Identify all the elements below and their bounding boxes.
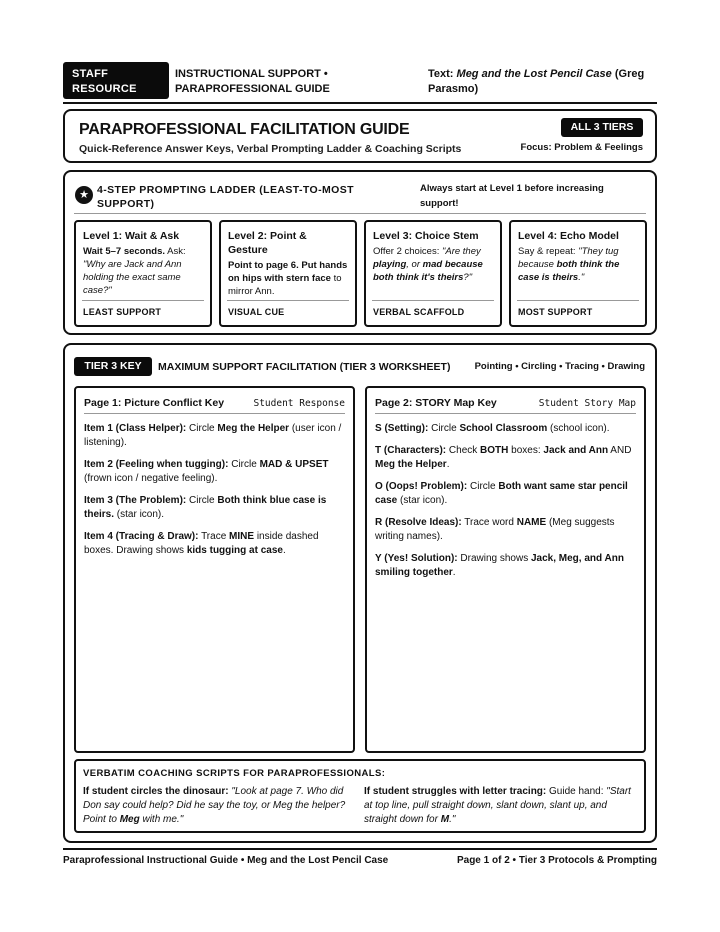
level-body [228, 259, 348, 298]
level-title: Level 3: Choice Stem [373, 230, 479, 242]
level-italic-text: "Are they [442, 246, 481, 257]
tiers-badge: ALL 3 TIERS [561, 118, 643, 137]
answer-text: Trace word [461, 517, 517, 528]
answer-bold: Meg the Helper [375, 459, 447, 470]
header-category-line1: INSTRUCTIONAL SUPPORT • [175, 68, 328, 80]
answer-label: O (Oops! Problem): [375, 481, 468, 492]
page1-key-header [84, 396, 345, 414]
answer-bold: MINE [229, 531, 255, 542]
ladder-divider [74, 213, 646, 214]
script-italic: "Look at page 7. Who did Don say could help? Did he say the toy, or Meg the helper? Point to [83, 786, 346, 825]
answer-label: R (Resolve Ideas): [375, 517, 462, 528]
level-plain-text: Offer 2 choices: [373, 246, 442, 257]
answer-bold: Both want same star pencil case [375, 481, 628, 506]
answer-text: AND [608, 445, 632, 456]
level-title: Level 4: Echo Model [518, 230, 619, 242]
script-letter-tracing [364, 785, 640, 827]
answer-text: . [282, 545, 286, 556]
answer-bold: Meg the Helper [217, 423, 290, 434]
script-italic: "Start at top line, pull straight down, slant down, slant up, and straight down for [364, 786, 631, 825]
answer-text: Trace [198, 531, 230, 542]
staff-tag-line1: STAFF [72, 68, 109, 80]
level-divider [517, 300, 639, 301]
header-text-source [428, 67, 658, 97]
answer-label: Item 3 (The Problem): [84, 495, 187, 506]
answer-label: T (Characters): [375, 445, 447, 456]
script-italic: ." [449, 814, 456, 825]
title-panel [63, 109, 657, 163]
header-divider [63, 102, 657, 104]
level-plain-text: to mirror Ann. [228, 273, 342, 297]
text-label: Text: [428, 68, 457, 80]
script-label: If student struggles with letter tracing: [364, 786, 547, 797]
level-bold-italic-text: mad because both think it's theirs [373, 259, 483, 283]
script-italic: with me." [139, 814, 184, 825]
answer-bold: MAD & UPSET [259, 459, 329, 470]
page1-key-title: Page 1: Picture Conflict Key [84, 397, 225, 409]
level-divider [372, 300, 494, 301]
answer-text: inside dashed boxes. Drawing shows [84, 531, 319, 556]
level-italic-text: "Why are Jack and Ann holding the exact same case?" [83, 259, 182, 296]
page-subtitle: Quick-Reference Answer Keys, Verbal Prompting Ladder & Coaching Scripts [79, 143, 462, 155]
answer-item [375, 516, 636, 544]
level-italic-text: ?" [463, 272, 473, 283]
script-bold-italic: Meg [119, 814, 140, 825]
level-card-4 [509, 220, 647, 327]
answer-bold: NAME [516, 517, 547, 528]
answer-label: Item 1 (Class Helper): [84, 423, 187, 434]
level-bold-italic-text: playing [373, 259, 407, 270]
page1-key-card [74, 386, 355, 753]
tier3-actions: Pointing • Circling • Tracing • Drawing [474, 361, 645, 372]
answer-text: (school icon). [547, 423, 610, 434]
staff-resource-tag [63, 62, 169, 99]
answer-text: Circle [228, 459, 260, 470]
answer-text: Circle [428, 423, 460, 434]
level-title: Level 2: Point & Gesture [228, 230, 307, 256]
answer-text: Circle [467, 481, 499, 492]
answer-item [84, 458, 345, 486]
coaching-scripts-title: VERBATIM COACHING SCRIPTS FOR PARAPROFESSIONALS: [83, 768, 386, 779]
answer-item [375, 552, 636, 580]
answer-label: S (Setting): [375, 423, 429, 434]
level-divider [227, 300, 349, 301]
level-plain-text: Ask: [165, 246, 186, 257]
answer-text: . [452, 567, 456, 578]
answer-item [375, 422, 636, 436]
level-italic-text: , or [406, 259, 423, 270]
page2-key-card [365, 386, 646, 753]
level-bold-italic-text: both think the case is theirs [518, 259, 620, 283]
level-tag: MOST SUPPORT [518, 307, 593, 317]
level-card-3 [364, 220, 502, 327]
page2-key-label: Student Story Map [538, 398, 636, 409]
level-title: Level 1: Wait & Ask [83, 230, 180, 242]
script-label: If student circles the dinosaur: [83, 786, 229, 797]
text-title: Meg and the Lost Pencil Case [456, 68, 612, 80]
page1-key-label: Student Response [253, 398, 345, 409]
star-icon: ★ [75, 186, 93, 204]
answer-text: Circle [186, 495, 218, 506]
answer-text: (user icon / listening). [84, 423, 342, 448]
answer-label: Item 4 (Tracing & Draw): [84, 531, 199, 542]
level-strong-text: Wait 5–7 seconds. [83, 246, 166, 257]
staff-tag-line2: RESOURCE [72, 83, 137, 95]
level-tag: VERBAL SCAFFOLD [373, 307, 465, 317]
ladder-title: 4-STEP PROMPTING LADDER (LEAST-TO-MOST SUPPORT) [97, 184, 354, 210]
script-dinosaur [83, 785, 359, 827]
answer-item [84, 422, 345, 450]
answer-text: . [446, 459, 450, 470]
answer-label: Y (Yes! Solution): [375, 553, 458, 564]
answer-label: Item 2 (Feeling when tugging): [84, 459, 229, 470]
tier3-key-title: MAXIMUM SUPPORT FACILITATION (TIER 3 WORKSHEET) [158, 361, 451, 373]
answer-bold: Jack, Meg, and Ann smiling together [375, 553, 624, 578]
answer-item [375, 480, 636, 508]
answer-text: Drawing shows [457, 553, 531, 564]
page2-key-header [375, 396, 636, 414]
answer-text: (star icon). [397, 495, 448, 506]
level-italic-text: "They tug because [518, 246, 619, 270]
header-category [175, 67, 385, 97]
focus-label: Focus: Problem & Feelings [520, 142, 643, 153]
page-title: PARAPROFESSIONAL FACILITATION GUIDE [79, 121, 410, 138]
answer-text: boxes: [508, 445, 544, 456]
level-body [373, 245, 493, 284]
answer-text: (Meg suggests writing names). [375, 517, 615, 542]
coaching-scripts-card [74, 759, 646, 833]
footer-left: Paraprofessional Instructional Guide • Meg and the Lost Pencil Case [63, 855, 389, 866]
prompting-ladder-panel [63, 170, 657, 335]
script-bold-italic: M [440, 814, 450, 825]
level-body [518, 245, 638, 284]
answer-item [84, 494, 345, 522]
answer-bold: BOTH [480, 445, 509, 456]
answer-bold: Jack and Ann [543, 445, 609, 456]
tier3-key-badge: TIER 3 KEY [74, 357, 152, 376]
level-card-2 [219, 220, 357, 327]
page2-key-title: Page 2: STORY Map Key [375, 397, 497, 409]
level-divider [82, 300, 204, 301]
page-header [63, 62, 657, 102]
footer-divider [63, 848, 657, 850]
answer-text: (star icon). [114, 509, 165, 520]
level-strong-text: Point to page 6. Put hands on hips with stern face [228, 260, 348, 284]
answer-text: (frown icon / negative feeling). [84, 473, 218, 484]
tier3-key-panel [63, 343, 657, 843]
answer-text: Circle [186, 423, 218, 434]
answer-text: Check [446, 445, 481, 456]
level-tag: LEAST SUPPORT [83, 307, 162, 317]
script-plain: Guide hand: [546, 786, 607, 797]
header-category-line2: PARAPROFESSIONAL GUIDE [175, 83, 330, 95]
level-card-1 [74, 220, 212, 327]
level-body [83, 245, 203, 297]
answer-item [375, 444, 636, 472]
answer-item [84, 530, 345, 558]
text-author: (Greg Parasmo) [428, 68, 645, 95]
level-tag: VISUAL CUE [228, 307, 285, 317]
footer-right: Page 1 of 2 • Tier 3 Protocols & Prompting [456, 855, 657, 866]
level-italic-text: ." [578, 272, 585, 283]
answer-bold: School Classroom [459, 423, 548, 434]
level-plain-text: Say & repeat: [518, 246, 579, 257]
answer-bold: kids tugging at case [186, 545, 283, 556]
ladder-note: Always start at Level 1 before increasing support! [420, 183, 604, 209]
answer-bold: Both think blue case is theirs. [84, 495, 327, 520]
